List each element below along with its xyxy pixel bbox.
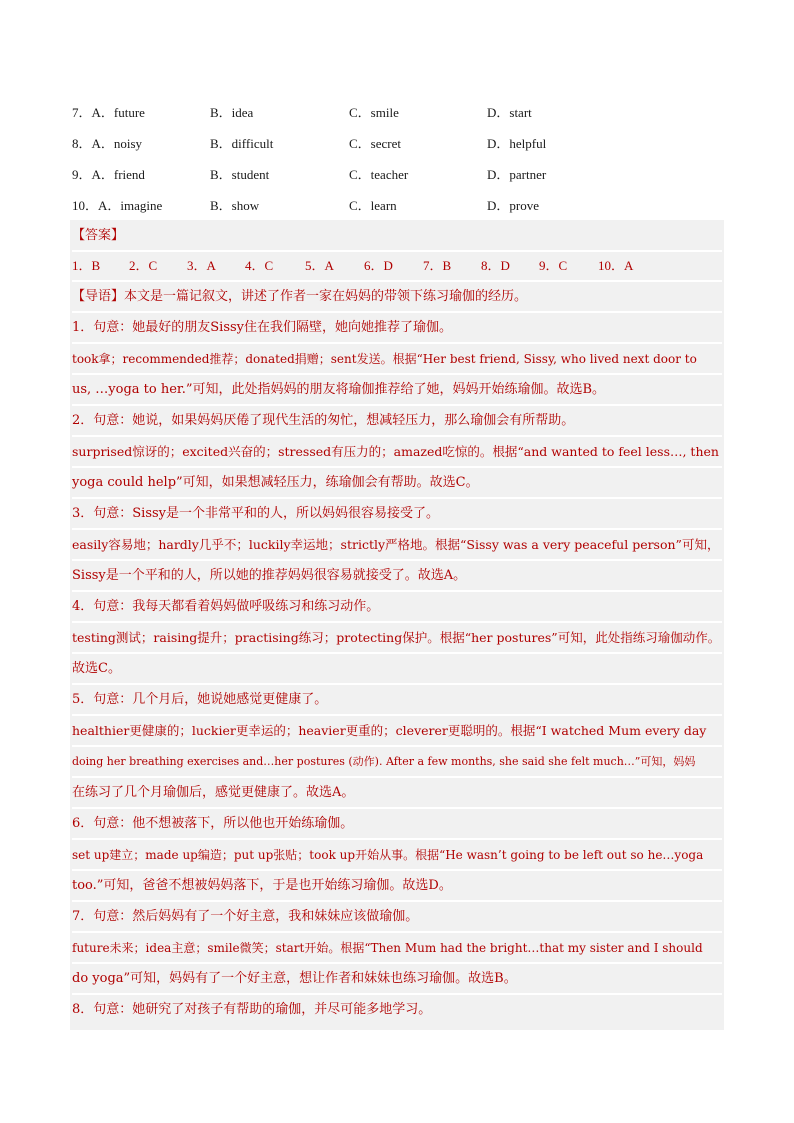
answer-item: 9．C <box>539 258 568 273</box>
option-b: B．student <box>210 167 270 182</box>
answer-item: 2．C <box>129 258 158 273</box>
explanation-line: 5．句意：几个月后，她说她感觉更健康了。 <box>72 686 722 716</box>
option-a: 9．A．friend <box>72 167 145 182</box>
guide-label: 【导语】 <box>72 289 125 304</box>
answer-item: 8．D <box>481 258 510 273</box>
option-c: C．secret <box>349 136 401 151</box>
option-d: D．helpful <box>487 136 547 151</box>
explanation-line: us, …yoga to her.”可知，此处指妈妈的朋友将瑜伽推荐给了她，妈妈开始练瑜伽。故选B。 <box>72 376 722 406</box>
options-block <box>72 95 732 219</box>
option-row <box>72 95 732 126</box>
option-d: D．partner <box>487 167 547 182</box>
explanation-line: too.”可知，爸爸不想被妈妈落下，于是也开始练习瑜伽。故选D。 <box>72 872 722 902</box>
explanation-line: 在练习了几个月瑜伽后，感觉更健康了。故选A。 <box>72 779 722 809</box>
explanation-line: 7．句意：然后妈妈有了一个好主意，我和妹妹应该做瑜伽。 <box>72 903 722 933</box>
explanation-line: 6．句意：他不想被落下，所以他也开始练瑜伽。 <box>72 810 722 840</box>
option-b: B．show <box>210 198 260 213</box>
answer-item: 6．D <box>364 258 393 273</box>
explanation-line: 4．句意：我每天都看着妈妈做呼吸练习和练习动作。 <box>72 593 722 623</box>
option-row <box>72 157 732 188</box>
explanation-line: Sissy是一个平和的人，所以她的推荐妈妈很容易就接受了。故选A。 <box>72 562 722 592</box>
option-c: C．learn <box>349 198 397 213</box>
guide-text: 本文是一篇记叙文，讲述了作者一家在妈妈的带领下练习瑜伽的经历。 <box>124 289 528 304</box>
explanation-line: do yoga”可知，妈妈有了一个好主意，想让作者和妹妹也练习瑜伽。故选B。 <box>72 965 722 995</box>
option-b: B．difficult <box>210 136 274 151</box>
option-c: C．teacher <box>349 167 409 182</box>
answer-item: 4．C <box>245 258 274 273</box>
answer-item: 3．A <box>187 258 216 273</box>
explanation-line: 1．句意：她最好的朋友Sissy住在我们隔壁，她向她推荐了瑜伽。 <box>72 314 722 344</box>
explanation-line: surprised惊讶的；excited兴奋的；stressed有压力的；amazed吃惊的。根据“and wanted to feel less…, then <box>72 438 722 468</box>
answer-item: 10．A <box>598 258 634 273</box>
explanation-line: took拿；recommended推荐；donated捐赠；sent发送。根据“Her best friend, Sissy, who lived next door to <box>72 345 722 375</box>
answer-item: 1．B <box>72 258 101 273</box>
explanation-line: healthier更健康的；luckier更幸运的；heavier更重的；cleverer更聪明的。根据“I watched Mum every day <box>72 717 722 747</box>
explanation-line: yoga could help”可知，如果想减轻压力，练瑜伽会有帮助。故选C。 <box>72 469 722 499</box>
option-b: B．idea <box>210 105 254 120</box>
explanation-line: set up建立；made up编造；put up张贴；took up开始从事。根据“He wasn’t going to be left out so he…yoga <box>72 841 722 871</box>
option-d: D．prove <box>487 198 539 213</box>
option-row <box>72 188 732 219</box>
option-row <box>72 126 732 157</box>
explanation-line: easily容易地；hardly几乎不；luckily幸运地；strictly严格地。根据“Sissy was a very peaceful person”可知， <box>72 531 722 561</box>
answer-section <box>70 220 724 1030</box>
explanation-line: testing测试；raising提升；practising练习；protecting保护。根据“her postures”可知，此处指练习瑜伽动作。 <box>72 624 722 654</box>
guide-line <box>72 283 722 313</box>
answer-list <box>72 252 722 282</box>
explanation-line: 3．句意：Sissy是一个非常平和的人，所以妈妈很容易接受了。 <box>72 500 722 530</box>
explanation-line: 2．句意：她说，如果妈妈厌倦了现代生活的匆忙，想减轻压力，那么瑜伽会有所帮助。 <box>72 407 722 437</box>
option-d: D．start <box>487 105 532 120</box>
explanation-line: 故选C。 <box>72 655 722 685</box>
explanation-line: future未来；idea主意；smile微笑；start开始。根据“Then Mum had the bright…that my sister and I should <box>72 934 722 964</box>
explanation-line: doing her breathing exercises and…her postures (动作). After a few months, she said she felt much…”可知，妈妈 <box>72 748 722 778</box>
option-c: C．smile <box>349 105 399 120</box>
explanation-line: 8．句意：她研究了对孩子有帮助的瑜伽，并尽可能多地学习。 <box>72 1002 432 1017</box>
option-a: 8．A．noisy <box>72 136 143 151</box>
option-a: 10．A．imagine <box>72 198 163 213</box>
answer-item: 5．A <box>305 258 334 273</box>
answer-heading: 【答案】 <box>72 222 722 252</box>
option-a: 7．A．future <box>72 105 145 120</box>
answer-item: 7．B <box>423 258 452 273</box>
